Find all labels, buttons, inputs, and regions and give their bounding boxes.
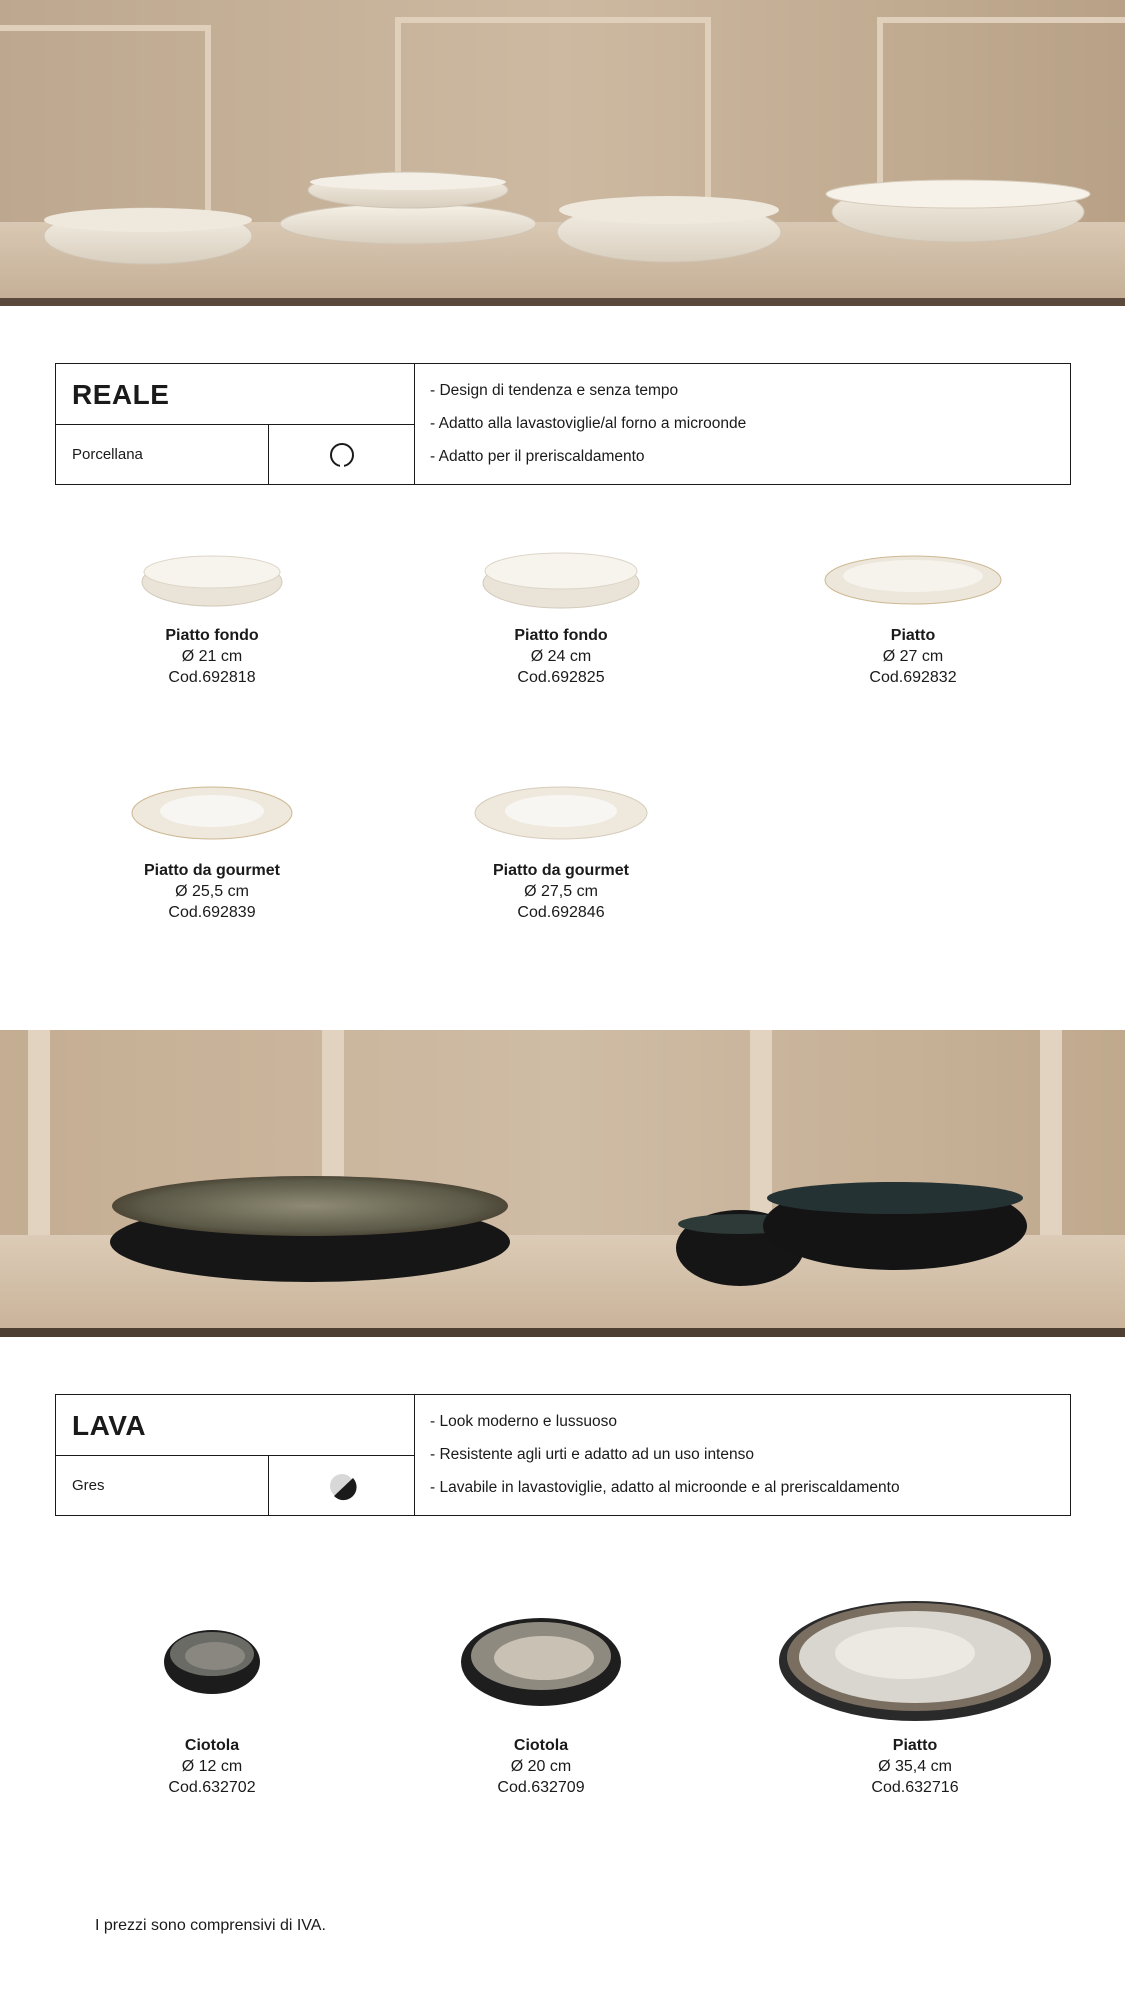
product-size: Ø 12 cm [181, 1758, 243, 1775]
reale-collection-title: REALE [56, 364, 414, 425]
product-code: Cod.692825 [517, 669, 605, 686]
reale-feature-item: - Design di tendenza e senza tempo [430, 382, 679, 399]
product-code: Cod.632709 [497, 1779, 585, 1796]
product-name: Piatto [892, 1737, 938, 1754]
product-name: Piatto fondo [165, 627, 259, 644]
product-code: Cod.632716 [871, 1779, 959, 1796]
product-size: Ø 21 cm [181, 648, 243, 665]
product-name: Piatto da gourmet [492, 862, 629, 879]
product-code: Cod.632702 [168, 1779, 256, 1796]
gourmet-plate-image [127, 775, 297, 845]
product-size: Ø 20 cm [510, 1758, 572, 1775]
product-code: Cod.692846 [517, 904, 605, 921]
lava-feature-item: - Lavabile in lavastoviglie, adatto al microonde e al preriscaldamento [430, 1479, 900, 1496]
product-code: Cod.692832 [869, 669, 957, 686]
flat-plate-image [818, 540, 1008, 610]
product-size: Ø 25,5 cm [175, 883, 249, 900]
reale-feature-item: - Adatto per il preriscaldamento [430, 448, 645, 465]
deep-plate-image [137, 540, 287, 610]
lava-feature-list [430, 1405, 1060, 1504]
lava-info-box [55, 1394, 1071, 1516]
reale-feature-item: - Adatto alla lavastoviglie/al forno a microonde [430, 415, 747, 432]
porcelain-ring-icon [327, 440, 357, 470]
product-card [763, 525, 1063, 688]
lava-plate-image [775, 1595, 1055, 1725]
gourmet-plate-image [471, 775, 651, 845]
product-size: Ø 35,4 cm [878, 1758, 952, 1775]
reale-material-label: Porcellana [56, 425, 269, 484]
medium-bowl-image [456, 1610, 626, 1710]
reale-feature-list [430, 374, 1060, 473]
product-size: Ø 27 cm [882, 648, 944, 665]
product-name: Ciotola [513, 1737, 569, 1754]
product-card [62, 760, 362, 923]
product-card [765, 1585, 1065, 1798]
lava-feature-item: - Resistente agli urti e adatto ad un uso intenso [430, 1446, 754, 1463]
product-name: Piatto [890, 627, 936, 644]
lava-material-label: Gres [56, 1456, 269, 1515]
product-card [62, 1585, 362, 1798]
product-name: Piatto da gourmet [143, 862, 280, 879]
product-card [411, 525, 711, 688]
lava-banner-photo [0, 1030, 1125, 1337]
product-code: Cod.692839 [168, 904, 256, 921]
reale-info-box [55, 363, 1071, 485]
reale-banner-photo [0, 0, 1125, 306]
product-card [62, 525, 362, 688]
product-size: Ø 24 cm [530, 648, 592, 665]
product-card [411, 760, 711, 923]
vat-note: I prezzi sono comprensivi di IVA. [95, 1917, 326, 1934]
small-bowl-image [157, 1620, 267, 1700]
product-size: Ø 27,5 cm [524, 883, 598, 900]
product-name: Ciotola [184, 1737, 240, 1754]
lava-feature-item: - Look moderno e lussuoso [430, 1413, 617, 1430]
stoneware-half-circle-icon [327, 1471, 357, 1501]
product-code: Cod.692818 [168, 669, 256, 686]
product-card [391, 1585, 691, 1798]
deep-plate-image [476, 537, 646, 613]
product-name: Piatto fondo [514, 627, 608, 644]
lava-collection-title: LAVA [56, 1395, 414, 1456]
